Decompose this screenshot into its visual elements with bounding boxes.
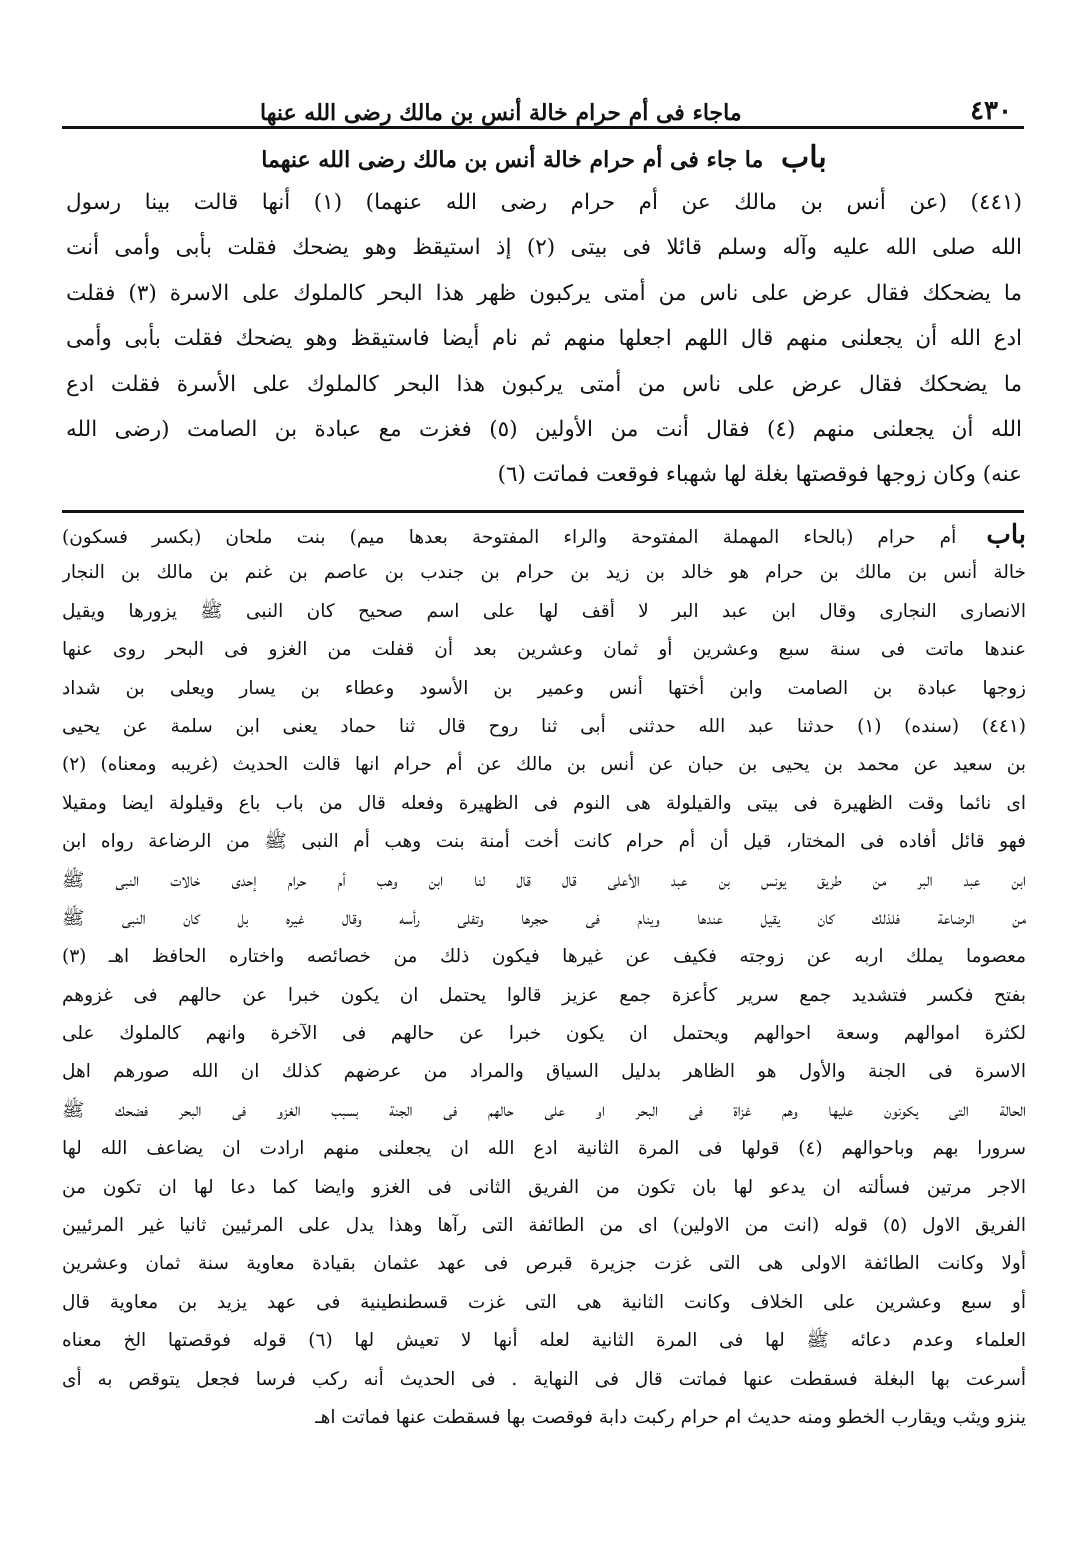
commentary-line: الانصارى النجارى وقال ابن عبد البر لا أقف لها على اسم صحيح كان النبى ﷺ يزورها ويقيل [62,600,1026,622]
main-text-line: ادع الله أن يجعلنى منهم قال اللهم اجعلها منهم ثم نام أيضا فاستيقظ وهو يضحك فقلت بأبى وأمى [66,326,1022,352]
commentary-line: أو سبع وعشرين على الخلاف وكانت الثانية هى التى غزت قسطنطينية فى عهد يزيد بن معاوية قال [62,1291,1026,1313]
main-text-line: الله أن يجعلنى منهم (٤) فقال أنت من الأولين (٥) فغزت مع عبادة بن الصامت (رضى الله [66,416,1022,442]
commentary-line: أولا وكانت الطائفة الاولى هى التى غزت جزيرة قبرص فى عهد عثمان بقيادة معاوية سنة ثمان وعشرين [62,1253,1026,1275]
commentary-text [62,516,1026,1437]
commentary-line: بفتح فكسر فتشديد جمع سرير كأعزة جمع عزيز قالوا يحتمل ان يكون خبرا عن حالهم فى غزوهم [62,984,1026,1006]
commentary-line: بن سعيد عن محمد بن يحيى بن حبان عن أنس بن مالك عن أم حرام انها قالت الحديث (غريبه ومعناه) (٢) [62,754,1026,776]
main-text-line: ما يضحكك فقال عرض على ناس من أمتى يركبون ظهر هذا البحر كالملوك على الاسرة (٣) فقلت [66,280,1022,306]
commentary-line: عندها ماتت فى سنة سبع وعشرين أو ثمان وعشرين بعد أن قفلت من الغزو فى البحر روى عنها [62,639,1026,661]
commentary-line: فهو قائل أفاده فى المختار، قيل أن أم حرام كانت أخت أمنة بنت وهب أم النبى ﷺ من الرضاعة رواه ابن [62,831,1026,853]
commentary-line: زوجها عبادة بن الصامت وابن أختها أنس وعمير بن الأسود وعطاء بن يسار ويعلى بن شداد [62,677,1026,699]
commentary-line: ابن عبد البر من طريق يونس بن عبد الأعلى قال قال لنا ابن وهب أم حرام إحدى خالات النبى ﷺ [62,869,1026,891]
bab-label: باب [780,140,827,175]
commentary-line: ينزو ويثب ويقارب الخطو ومنه حديث ام حرام ركبت دابة فوقصت بها فسقطت عنها فماتت اهـ [315,1406,1026,1428]
commentary-line-text: أم حرام (بالحاء المهملة المفتوحة والراء المفتوحة بعدها ميم) بنت ملحان (بكسر فسكون) [62,527,957,548]
commentary-line: الاجر مرتين فسألته ان يدعو لها بان تكون من الفريق الثانى فى الغزو وايضا كما دعا لها ان تكون من [62,1176,1026,1198]
chapter-heading-text: ما جاء فى أم حرام خالة أنس بن مالك رضى الله عنهما [261,147,764,173]
commentary-line: من الرضاعة فلذلك كان يقيل عندها وينام فى حجرها وتفلى رأسه وقال غيره بل كان النبى ﷺ [62,907,1026,929]
running-title: ماجاء فى أم حرام خالة أنس بن مالك رضى الله عنها [260,100,742,126]
commentary-line: اى نائما وقت الظهيرة فى بيتى والقيلولة هى النوم فى الظهيرة وفعله قال من باب باع وقيلولة ايضا ومقيلا [62,792,1026,814]
commentary-line: أسرعت بها البغلة فسقطت عنها فماتت قال فى النهاية . فى الحديث أنه ركب فرسا فجعل يتوقص به أى [62,1368,1026,1390]
section-divider-rule [62,510,1024,513]
commentary-line: (٤٤١) (سنده) (١) حدثنا عبد الله حدثنى أبى ثنا روح قال ثنا حماد يعنى ابن سلمة عن يحيى [62,715,1026,737]
commentary-bab-label: باب [986,520,1026,550]
main-text-line: ما يضحكك فقال عرض على ناس من أمتى يركبون هذا البحر كالملوك على الأسرة فقلت ادع [66,371,1022,397]
main-text-line: عنه) وكان زوجها فوقصتها بغلة لها شهباء فوقعت فماتت (٦) [497,462,1022,488]
commentary-line: العلماء وعدم دعائه ﷺ لها فى المرة الثانية لعله أنها لا تعيش لها (٦) قوله فوقصتها الخ معناه [62,1330,1026,1352]
commentary-line: خالة أنس بن مالك بن حرام هو خالد بن زيد بن حرام بن جندب بن عاصم بن غنم بن مالك بن النجار [62,562,1026,584]
commentary-line-first [62,516,1026,554]
commentary-line: معصوما يملك اربه عن زوجته فكيف عن غيرها فيكون ذلك من خصائصه واختاره الحافظ اهـ (٣) [62,946,1026,968]
commentary-line: الفريق الاول (٥) قوله (انت من الاولين) اى من الطائفة التى رآها وهذا يدل على المرئيين ثانيا غير المرئيين [62,1215,1026,1237]
commentary-line: الاسرة فى الجنة والأول هو الظاهر بدليل السياق والمراد من عرضهم كذلك ان الله صورهم اهل [62,1061,1026,1083]
commentary-line: سرورا بهم وباحوالهم (٤) قولها فى المرة الثانية ادع الله ان يجعلنى منهم ارادت ان يضاعف الله لها [62,1138,1026,1160]
commentary-line: الحالة التى يكونون عليها وهم غزاة فى البحر او على حالهم فى الجنة بسبب الغزو فى البحر فضحك ﷺ [62,1099,1026,1121]
page-number: ٤٣٠ [970,96,1012,126]
header-rule [62,126,1024,129]
page-header [60,88,1022,126]
commentary-line: لكثرة اموالهم وسعة احوالهم ويحتمل ان يكون خبرا عن حالهم فى الآخرة وانهم كالملوك على [62,1023,1026,1045]
main-text-line: الله صلى الله عليه وآله وسلم قائلا فى بيتى (٢) إذ استيقظ وهو يضحك فقلت بأبى وأمى أنت [66,235,1022,261]
chapter-heading [66,138,1022,180]
main-text-line: (٤٤١) (عن أنس بن مالك عن أم حرام رضى الله عنهما) (١) أنها قالت بينا رسول [66,190,1022,215]
hadith-main-text [66,138,1022,498]
